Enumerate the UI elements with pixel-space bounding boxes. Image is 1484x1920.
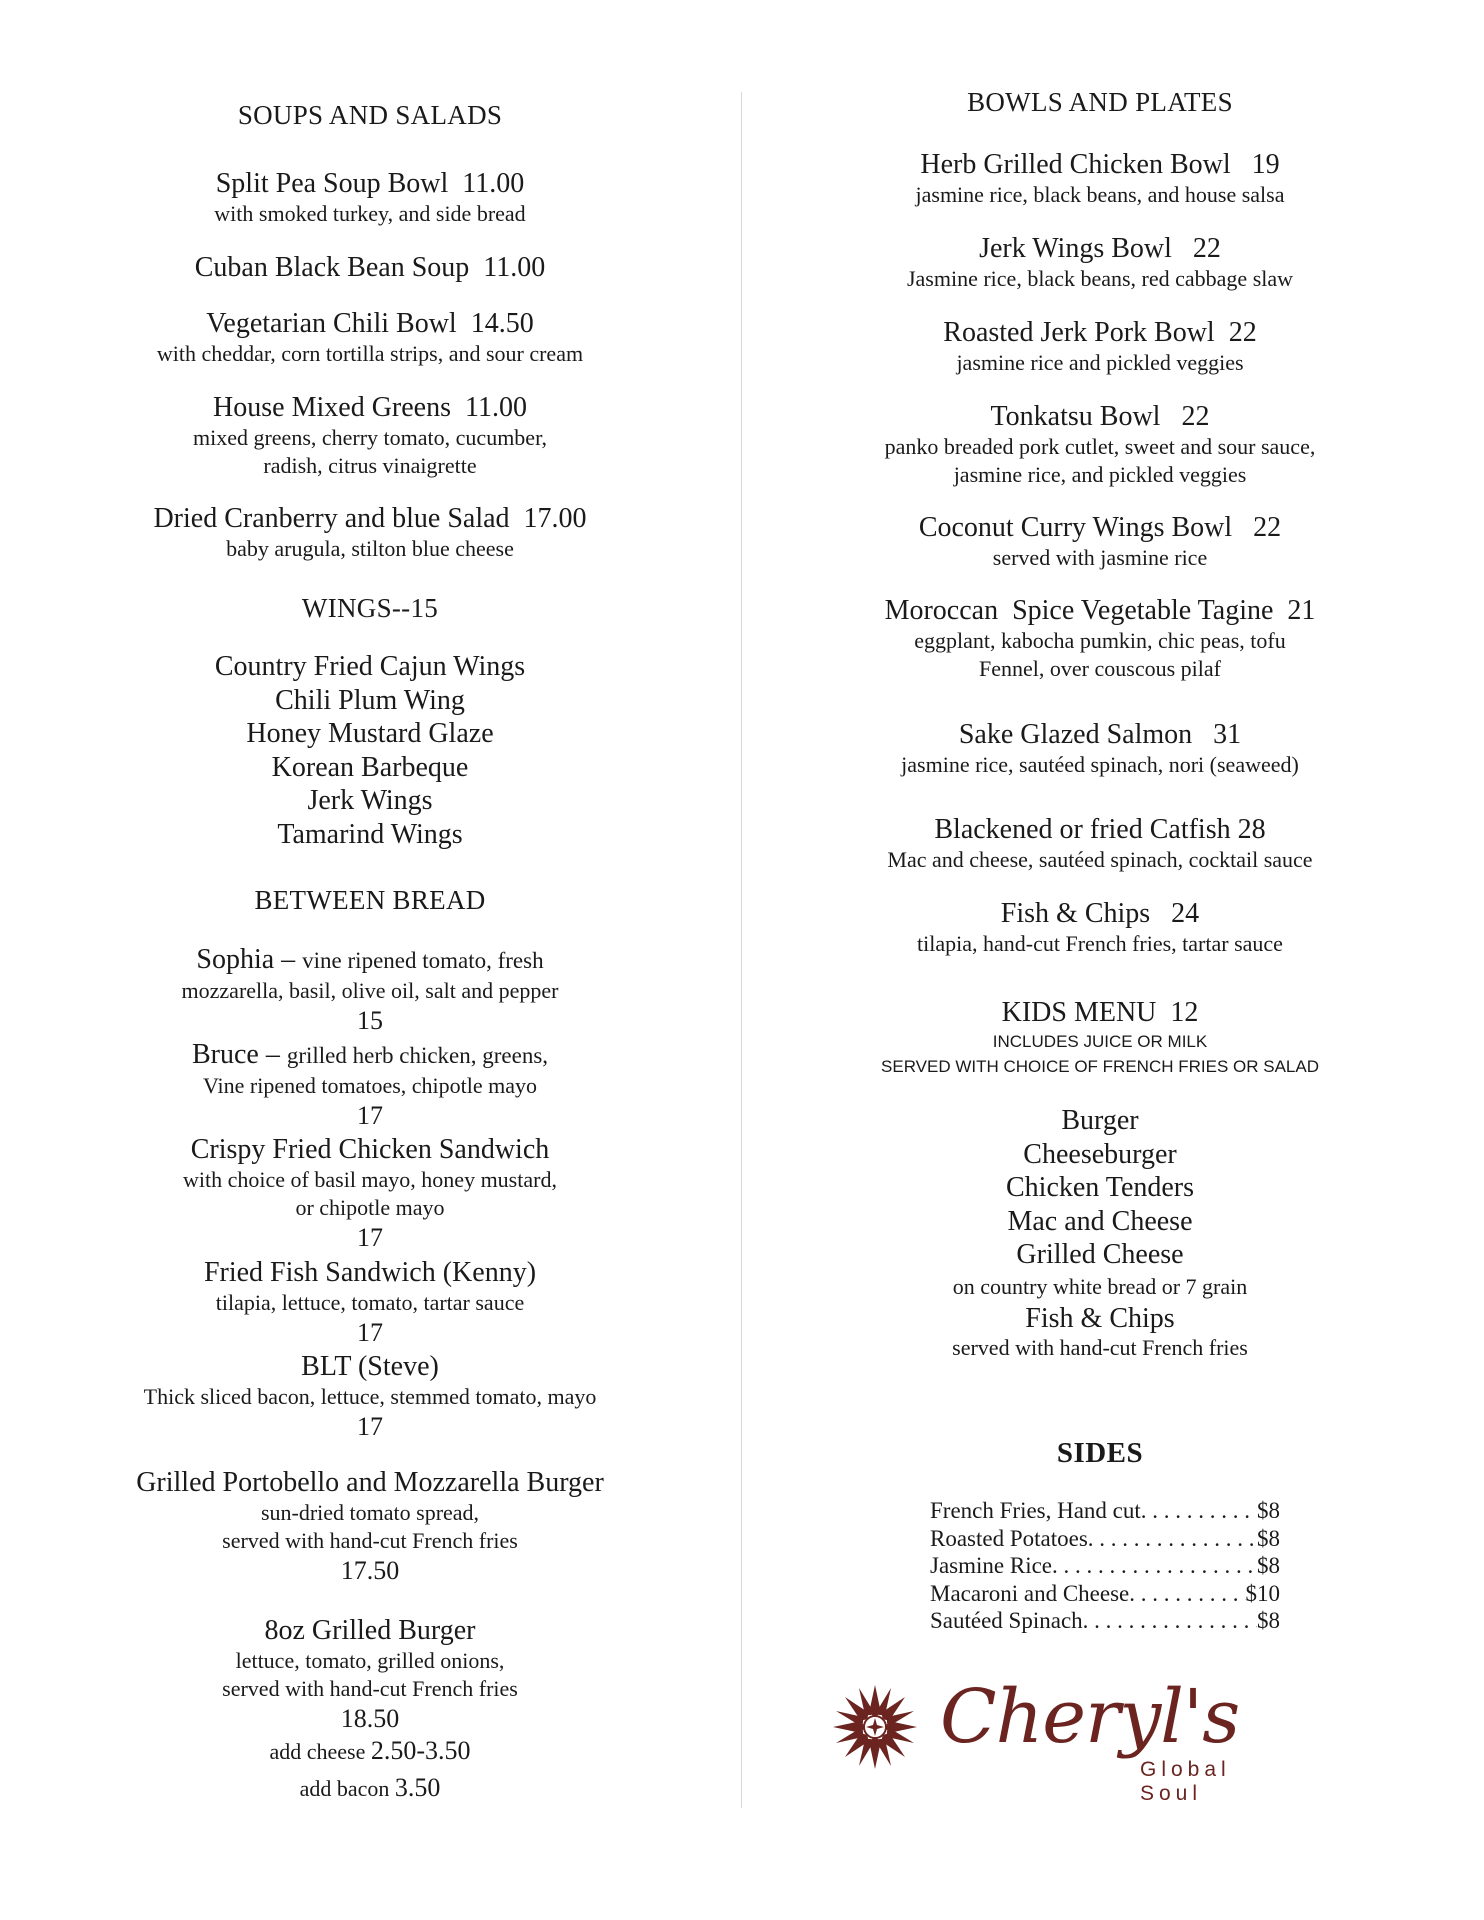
list-item: Honey Mustard Glaze bbox=[246, 718, 494, 749]
list-item: Fish & Chips bbox=[1025, 1302, 1175, 1334]
logo-wordmark: Cheryl's bbox=[940, 1674, 1240, 1760]
wings-header: WINGS--15 bbox=[301, 593, 439, 623]
menu-item bbox=[830, 594, 1370, 683]
list-item: Chili Plum Wing bbox=[275, 684, 465, 716]
addon-price: 2.50-3.50 bbox=[370, 1736, 471, 1765]
list-item: Grilled Cheese bbox=[1016, 1239, 1184, 1270]
sides-header: SIDES bbox=[1056, 1437, 1144, 1469]
addon-label: add cheese bbox=[269, 1739, 371, 1764]
kids-note: SERVED WITH CHOICE OF FRENCH FRIES OR SALAD bbox=[881, 1057, 1319, 1076]
item-desc: with cheddar, corn tortilla strips, and sour cream bbox=[156, 341, 584, 366]
item-name: Cuban Black Bean Soup 11.00 bbox=[194, 252, 546, 283]
item-price: 17 bbox=[357, 1412, 383, 1441]
item-name: Sophia – bbox=[196, 944, 303, 975]
item-name: Vegetarian Chili Bowl 14.50 bbox=[206, 308, 534, 339]
side-price: $8 bbox=[1257, 1525, 1280, 1551]
sunburst-icon bbox=[830, 1682, 920, 1772]
kids-list bbox=[830, 1104, 1370, 1361]
item-name: Tonkatsu Bowl 22 bbox=[990, 401, 1210, 432]
item-name: House Mixed Greens 11.00 bbox=[213, 392, 527, 423]
list-item: Jerk Wings bbox=[307, 785, 433, 816]
item-name: Bruce – bbox=[191, 1039, 287, 1070]
item-desc: jasmine rice, sautéed spinach, nori (seaweed) bbox=[901, 752, 1299, 777]
item-desc: Vine ripened tomatoes, chipotle mayo bbox=[202, 1073, 538, 1098]
list-item bbox=[930, 1552, 1280, 1580]
item-desc: jasmine rice, and pickled veggies bbox=[953, 462, 1247, 487]
list-item: Burger bbox=[1061, 1105, 1139, 1136]
menu-item bbox=[100, 1614, 640, 1809]
item-desc: tilapia, hand-cut French fries, tartar sauce bbox=[917, 931, 1283, 956]
item-desc: grilled herb chicken, greens, bbox=[286, 1043, 549, 1068]
item-desc: served with jasmine rice bbox=[992, 545, 1208, 570]
addon-label: add bacon bbox=[299, 1776, 395, 1801]
item-desc: Jasmine rice, black beans, red cabbage slaw bbox=[906, 266, 1294, 291]
menu-item bbox=[830, 813, 1370, 874]
item-name: Fish & Chips 24 bbox=[1000, 898, 1200, 929]
addon-price: 3.50 bbox=[394, 1773, 441, 1802]
column-divider bbox=[741, 92, 742, 1808]
list-item: Korean Barbeque bbox=[271, 751, 469, 783]
sides-list bbox=[930, 1497, 1280, 1635]
menu-item bbox=[830, 718, 1370, 779]
list-item: Cheeseburger bbox=[1023, 1138, 1177, 1170]
item-desc: served with hand-cut French fries bbox=[222, 1528, 518, 1553]
item-desc: panko breaded pork cutlet, sweet and sour sauce, bbox=[884, 434, 1316, 459]
menu-item bbox=[830, 316, 1370, 377]
list-item: Tamarind Wings bbox=[277, 818, 463, 850]
list-item: Country Fried Cajun Wings bbox=[214, 651, 526, 682]
logo-tagline: Global Soul bbox=[1140, 1758, 1231, 1805]
item-name: Jerk Wings Bowl 22 bbox=[979, 233, 1221, 264]
menu-item bbox=[830, 511, 1370, 572]
menu-item bbox=[100, 1038, 640, 1132]
side-price: $8 bbox=[1257, 1553, 1280, 1578]
bowls-plates-header: BOWLS AND PLATES bbox=[967, 87, 1233, 117]
item-name: Herb Grilled Chicken Bowl 19 bbox=[920, 149, 1280, 180]
item-name: 8oz Grilled Burger bbox=[264, 1615, 476, 1646]
menu-item bbox=[100, 391, 640, 480]
item-desc: on country white bread or 7 grain bbox=[952, 1273, 1248, 1299]
list-item bbox=[930, 1580, 1280, 1608]
item-desc: with smoked turkey, and side bread bbox=[214, 201, 526, 226]
kids-menu-block bbox=[830, 996, 1370, 1079]
item-name: Crispy Fried Chicken Sandwich bbox=[190, 1134, 550, 1165]
item-desc: lettuce, tomato, grilled onions, bbox=[235, 1648, 505, 1673]
menu-item bbox=[100, 307, 640, 368]
menu-item bbox=[830, 897, 1370, 958]
menu-item bbox=[830, 400, 1370, 489]
item-name: Moroccan Spice Vegetable Tagine 21 bbox=[884, 595, 1316, 626]
brand-logo bbox=[830, 1668, 1300, 1805]
item-name: Fried Fish Sandwich (Kenny) bbox=[203, 1257, 537, 1288]
item-desc: eggplant, kabocha pumkin, chic peas, tofu bbox=[914, 628, 1286, 653]
wings-list bbox=[100, 650, 640, 851]
item-name: BLT (Steve) bbox=[301, 1351, 439, 1382]
item-desc: served with hand-cut French fries bbox=[952, 1335, 1248, 1360]
list-item bbox=[930, 1497, 1280, 1525]
side-price: $8 bbox=[1257, 1498, 1280, 1523]
item-desc: baby arugula, stilton blue cheese bbox=[226, 536, 514, 561]
item-price: 18.50 bbox=[340, 1704, 400, 1733]
item-name: Dried Cranberry and blue Salad 17.00 bbox=[153, 503, 587, 534]
item-desc: tilapia, lettuce, tomato, tartar sauce bbox=[215, 1290, 525, 1315]
item-name: Blackened or fried Catfish 28 bbox=[934, 814, 1266, 845]
item-name: Sake Glazed Salmon 31 bbox=[958, 719, 1242, 750]
item-desc: jasmine rice, black beans, and house salsa bbox=[915, 182, 1285, 207]
item-desc: vine ripened tomato, fresh bbox=[302, 948, 544, 973]
item-desc: Mac and cheese, sautéed spinach, cocktail sauce bbox=[887, 847, 1313, 872]
menu-item bbox=[100, 1133, 640, 1254]
item-desc: Fennel, over couscous pilaf bbox=[979, 656, 1221, 681]
item-price: 17 bbox=[357, 1318, 383, 1347]
kids-menu-header: KIDS MENU 12 bbox=[1001, 997, 1199, 1028]
item-desc: or chipotle mayo bbox=[295, 1195, 445, 1220]
item-price: 17.50 bbox=[340, 1556, 400, 1585]
item-price: 17 bbox=[357, 1101, 383, 1130]
soups-salads-header: SOUPS AND SALADS bbox=[237, 100, 503, 130]
list-item bbox=[930, 1525, 1280, 1553]
side-name: Jasmine Rice bbox=[930, 1553, 1052, 1578]
side-name: Macaroni and Cheese bbox=[930, 1580, 1130, 1606]
menu-item bbox=[100, 251, 640, 284]
list-item: Mac and Cheese bbox=[1007, 1205, 1193, 1237]
item-desc: jasmine rice and pickled veggies bbox=[956, 350, 1244, 375]
item-price: 15 bbox=[357, 1006, 383, 1035]
kids-note: INCLUDES JUICE OR MILK bbox=[992, 1032, 1208, 1051]
menu-item bbox=[100, 502, 640, 563]
item-desc: sun-dried tomato spread, bbox=[260, 1500, 480, 1525]
item-desc: mozzarella, basil, olive oil, salt and pepper bbox=[181, 978, 559, 1003]
menu-item bbox=[100, 1466, 640, 1587]
list-item bbox=[930, 1607, 1280, 1635]
between-bread-header: BETWEEN BREAD bbox=[254, 885, 486, 915]
side-name: French Fries, Hand cut bbox=[930, 1498, 1141, 1523]
item-name: Coconut Curry Wings Bowl 22 bbox=[918, 512, 1282, 543]
item-desc: with choice of basil mayo, honey mustard, bbox=[183, 1167, 557, 1192]
item-name: Split Pea Soup Bowl 11.00 bbox=[215, 168, 525, 199]
item-desc: served with hand-cut French fries bbox=[222, 1676, 518, 1701]
item-desc: mixed greens, cherry tomato, cucumber, bbox=[192, 425, 548, 450]
menu-item bbox=[100, 167, 640, 228]
item-price: 17 bbox=[357, 1223, 383, 1252]
side-price: $10 bbox=[1245, 1580, 1280, 1606]
item-desc: radish, citrus vinaigrette bbox=[263, 453, 477, 478]
side-name: Sautéed Spinach bbox=[930, 1608, 1083, 1633]
menu-item bbox=[100, 943, 640, 1037]
menu-item bbox=[100, 1256, 640, 1349]
side-name: Roasted Potatoes bbox=[930, 1525, 1088, 1551]
menu-item bbox=[100, 1350, 640, 1443]
side-price: $8 bbox=[1257, 1608, 1280, 1633]
list-item: Chicken Tenders bbox=[1005, 1172, 1195, 1203]
item-name: Grilled Portobello and Mozzarella Burger bbox=[136, 1467, 604, 1498]
menu-item bbox=[830, 148, 1370, 209]
item-name: Roasted Jerk Pork Bowl 22 bbox=[943, 317, 1257, 348]
item-desc: Thick sliced bacon, lettuce, stemmed tomato, mayo bbox=[143, 1384, 597, 1409]
menu-item bbox=[830, 232, 1370, 293]
